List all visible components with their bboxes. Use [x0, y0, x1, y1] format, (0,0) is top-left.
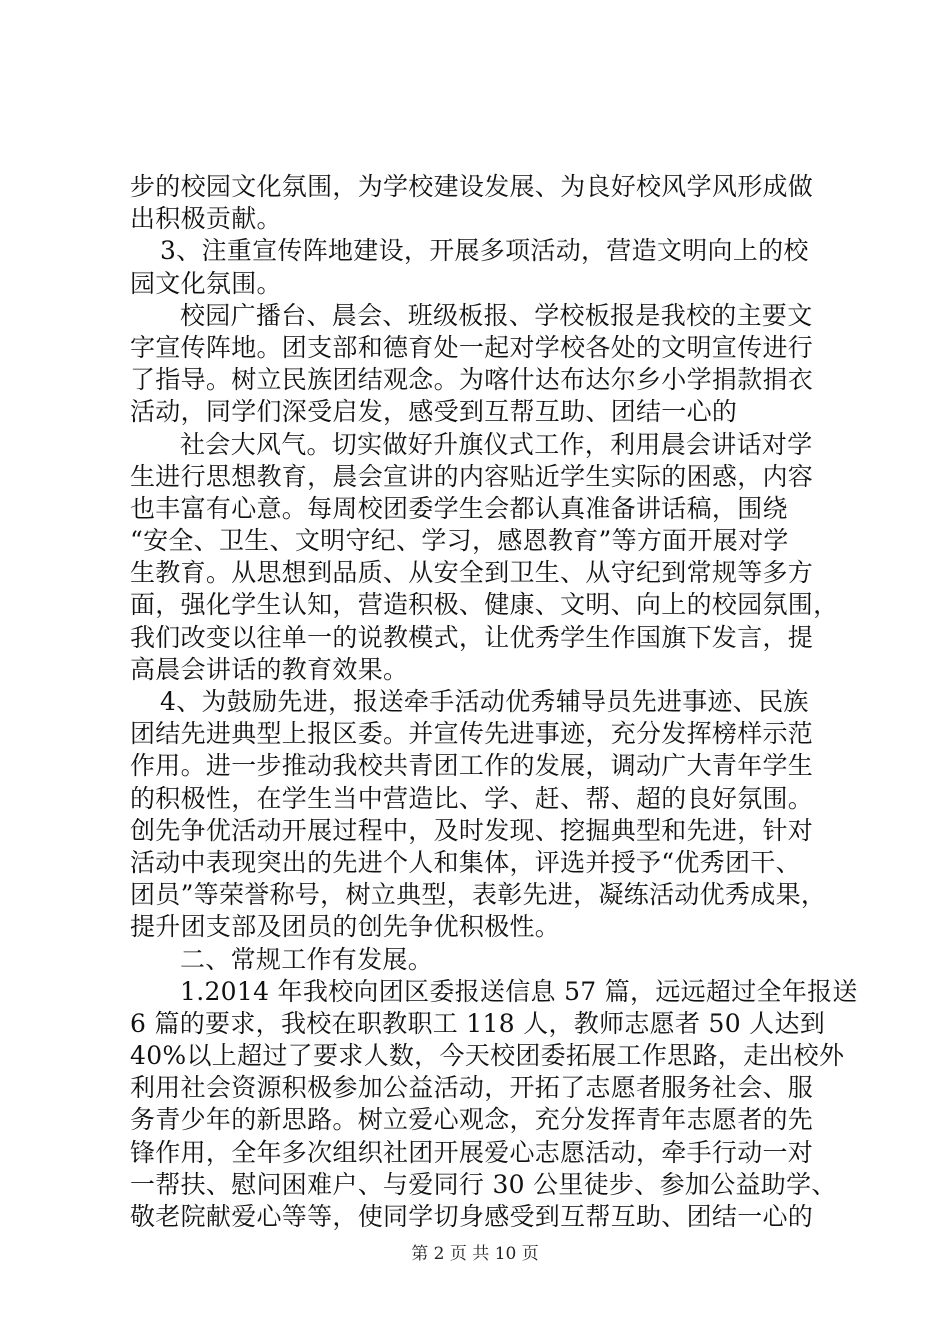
text-line: 6 篇的要求，我校在职教职工 118 人，教师志愿者 50 人达到	[130, 1008, 826, 1038]
section-heading: 4、为鼓励先进，报送牵手活动优秀辅导员先进事迹、民族	[160, 687, 809, 716]
text-line: 40%以上超过了要求人数，今天校团委拓展工作思路，走出校外	[130, 1041, 845, 1071]
text-line: 利用社会资源积极参加公益活动，开拓了志愿者服务社会、服	[130, 1073, 814, 1103]
text-line: 一帮扶、慰问困难户、与爱同行 30 公里徒步、参加公益助学、	[130, 1169, 837, 1199]
text-line: 创先争优活动开展过程中，及时发现、挖掘典型和先进，针对	[130, 815, 814, 845]
text-line: 活动中表现突出的先进个人和集体，评选并授予“优秀团干、	[130, 847, 801, 877]
text-line: 也丰富有心意。每周校团委学生会都认真准备讲话稿，围绕	[130, 493, 788, 523]
text-line: 提升团支部及团员的创先争优积极性。	[130, 912, 561, 942]
section-heading: 二、常规工作有发展。	[180, 944, 434, 974]
text-line: 步的校园文化氛围，为学校建设发展、为良好校风学风形成做	[130, 172, 814, 201]
text-line: 了指导。树立民族团结观念。为喀什达布达尔乡小学捐款捐衣	[130, 365, 814, 395]
text-line: 生教育。从思想到品质、从安全到卫生、从守纪到常规等多方	[130, 558, 814, 588]
text-line: 的积极性，在学生当中营造比、学、赶、帮、超的良好氛围。	[130, 783, 814, 813]
text-line: 生进行思想教育，晨会宣讲的内容贴近学生实际的困惑，内容	[130, 461, 814, 491]
text-line: 字宣传阵地。团支部和德育处一起对学校各处的文明宣传进行	[130, 332, 814, 362]
text-line: 活动，同学们深受启发，感受到互帮互助、团结一心的	[130, 397, 738, 427]
text-line: 团员”等荣誉称号，树立典型，表彰先进，凝练活动优秀成果，	[130, 880, 827, 910]
section-heading: 3、注重宣传阵地建设，开展多项活动，营造文明向上的校	[160, 236, 809, 266]
text-line: 作用。进一步推动我校共青团工作的发展，调动广大青年学生	[130, 751, 814, 781]
page-number-footer: 第 2 页 共 10 页	[411, 1244, 539, 1264]
text-line: 校园广播台、晨会、班级板报、学校板报是我校的主要文	[180, 300, 813, 330]
text-line: 我们改变以往单一的说教模式，让优秀学生作国旗下发言，提	[130, 622, 814, 652]
text-line: 社会大风气。切实做好升旗仪式工作，利用晨会讲话对学	[180, 429, 813, 459]
text-line: 务青少年的新思路。树立爱心观念，充分发挥青年志愿者的先	[130, 1105, 814, 1135]
text-line: 高晨会讲话的教育效果。	[130, 654, 409, 684]
document-body	[130, 171, 858, 1233]
text-line: 面，强化学生认知，营造积极、健康、文明、向上的校园氛围，	[130, 590, 839, 620]
text-line: 敬老院献爱心等等，使同学切身感受到互帮互助、团结一心的	[130, 1202, 814, 1231]
text-line: “安全、卫生、文明守纪、学习，感恩教育”等方面开展对学	[130, 526, 789, 556]
text-line: 园文化氛围。	[130, 268, 282, 298]
text-line: 1.2014 年我校向团区委报送信息 57 篇，远远超过全年报送	[180, 976, 858, 1006]
text-line: 锋作用，全年多次组织社团开展爱心志愿活动，牵手行动一对	[130, 1137, 814, 1167]
text-line: 出积极贡献。	[130, 204, 282, 234]
text-line: 团结先进典型上报区委。并宣传先进事迹，充分发挥榜样示范	[130, 719, 814, 749]
